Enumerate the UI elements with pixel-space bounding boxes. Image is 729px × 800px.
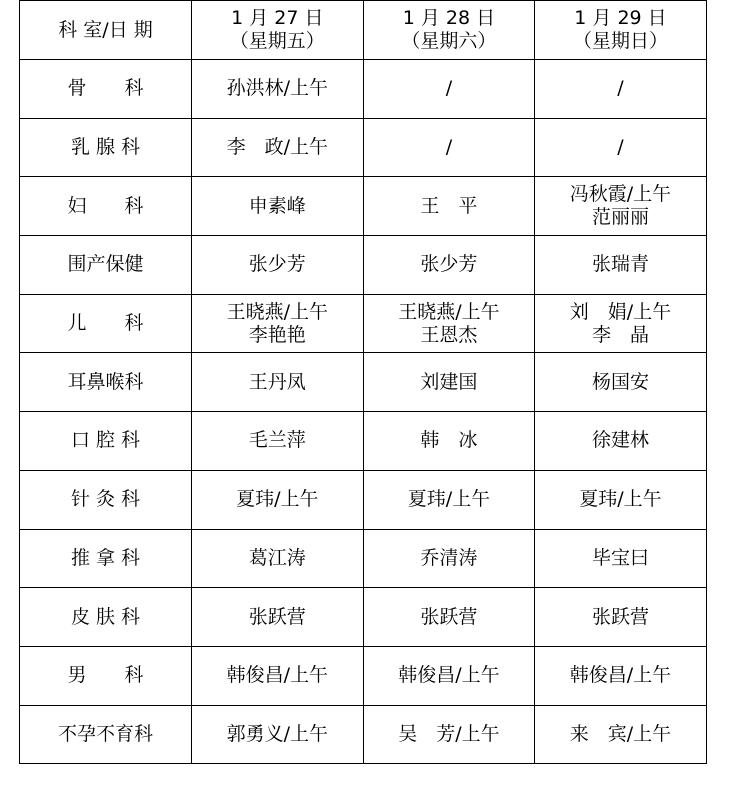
doctor-cell: 毕宝曰 <box>535 529 707 588</box>
doctor-cell: / <box>363 60 535 119</box>
doctor-cell: 吴 芳/上午 <box>363 705 535 764</box>
table-row <box>20 646 707 705</box>
table-row <box>20 588 707 647</box>
doctor-cell: 夏玮/上午 <box>535 470 707 529</box>
department-cell: 儿 科 <box>20 294 192 353</box>
doctor-cell: 孙洪林/上午 <box>192 60 364 119</box>
table-row <box>20 470 707 529</box>
table-row <box>20 705 707 764</box>
table-row <box>20 236 707 295</box>
doctor-cell: 徐建林 <box>535 412 707 471</box>
department-cell: 口 腔 科 <box>20 412 192 471</box>
doctor-cell: 李 政/上午 <box>192 118 364 177</box>
doctor-cell: 乔清涛 <box>363 529 535 588</box>
doctor-cell: 夏玮/上午 <box>192 470 364 529</box>
department-cell: 耳鼻喉科 <box>20 353 192 412</box>
doctor-cell: / <box>535 118 707 177</box>
header-row <box>20 1 707 60</box>
doctor-cell: 韩俊昌/上午 <box>192 646 364 705</box>
department-cell: 推 拿 科 <box>20 529 192 588</box>
doctor-cell: 杨国安 <box>535 353 707 412</box>
doctor-cell: 王丹凤 <box>192 353 364 412</box>
duty-schedule-table <box>19 0 707 764</box>
doctor-cell: 来 宾/上午 <box>535 705 707 764</box>
doctor-cell: / <box>363 118 535 177</box>
doctor-cell: 韩俊昌/上午 <box>363 646 535 705</box>
doctor-cell: 张跃营 <box>363 588 535 647</box>
header-day-2: 1 月 28 日 （星期六） <box>363 1 535 60</box>
doctor-cell: 冯秋霞/上午 范丽丽 <box>535 177 707 236</box>
department-cell: 不孕不育科 <box>20 705 192 764</box>
department-cell: 围产保健 <box>20 236 192 295</box>
department-cell: 男 科 <box>20 646 192 705</box>
doctor-cell: 韩 冰 <box>363 412 535 471</box>
header-day-1: 1 月 27 日 （星期五） <box>192 1 364 60</box>
doctor-cell: 韩俊昌/上午 <box>535 646 707 705</box>
doctor-cell: 王晓燕/上午 王恩杰 <box>363 294 535 353</box>
doctor-cell: 张少芳 <box>192 236 364 295</box>
doctor-cell: 王晓燕/上午 李艳艳 <box>192 294 364 353</box>
doctor-cell: 张少芳 <box>363 236 535 295</box>
department-cell: 骨 科 <box>20 60 192 119</box>
doctor-cell: 张跃营 <box>192 588 364 647</box>
department-cell: 皮 肤 科 <box>20 588 192 647</box>
table-row <box>20 529 707 588</box>
department-cell: 乳 腺 科 <box>20 118 192 177</box>
doctor-cell: 张瑞青 <box>535 236 707 295</box>
header-day-3: 1 月 29 日 （星期日） <box>535 1 707 60</box>
table-row <box>20 294 707 353</box>
department-cell: 妇 科 <box>20 177 192 236</box>
doctor-cell: / <box>535 60 707 119</box>
table-row <box>20 60 707 119</box>
doctor-cell: 张跃营 <box>535 588 707 647</box>
doctor-cell: 葛江涛 <box>192 529 364 588</box>
table-row <box>20 412 707 471</box>
table-row <box>20 118 707 177</box>
doctor-cell: 申素峰 <box>192 177 364 236</box>
doctor-cell: 毛兰萍 <box>192 412 364 471</box>
doctor-cell: 夏玮/上午 <box>363 470 535 529</box>
doctor-cell: 郭勇义/上午 <box>192 705 364 764</box>
table-row <box>20 177 707 236</box>
department-cell: 针 灸 科 <box>20 470 192 529</box>
doctor-cell: 刘 娟/上午 李 晶 <box>535 294 707 353</box>
header-corner-cell: 科 室/日 期 <box>20 1 192 60</box>
doctor-cell: 刘建国 <box>363 353 535 412</box>
table-row <box>20 353 707 412</box>
doctor-cell: 王 平 <box>363 177 535 236</box>
